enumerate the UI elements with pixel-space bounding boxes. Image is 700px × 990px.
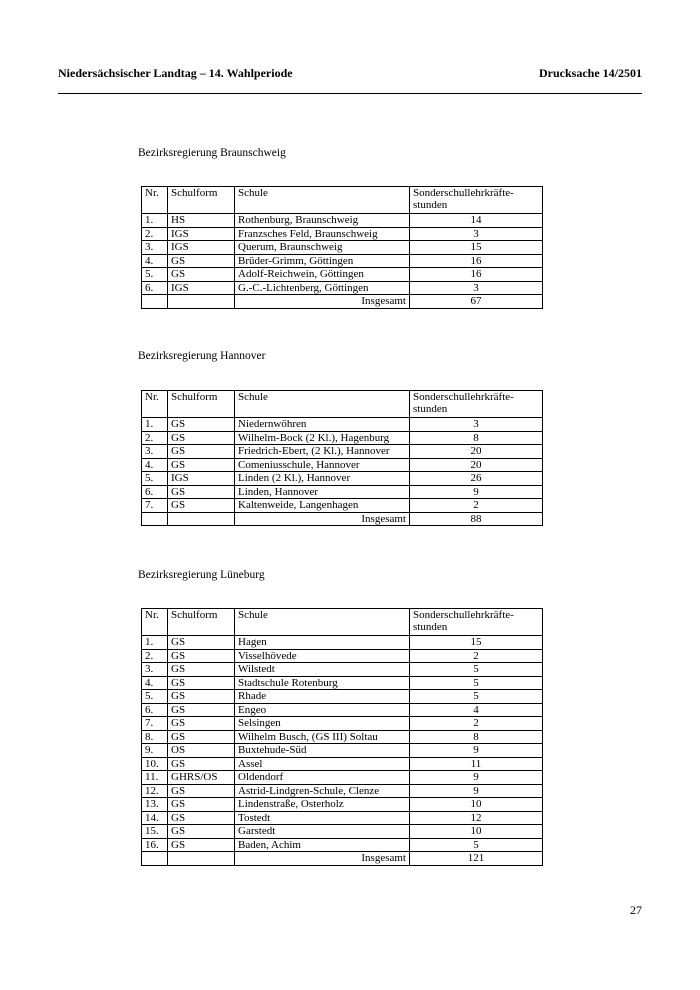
table-row [142, 636, 543, 650]
table-row [142, 730, 543, 744]
column-header-schule: Schule [235, 609, 410, 636]
row-schule: Oldendorf [235, 771, 410, 785]
page-number: 27 [630, 903, 642, 917]
row-stunden: 8 [410, 431, 543, 445]
table-header-row [142, 187, 543, 214]
row-schule: Wilhelm Busch, (GS III) Soltau [235, 730, 410, 744]
table-row [142, 676, 543, 690]
row-number: 8. [142, 730, 168, 744]
section-title-lueneburg: Bezirksregierung Lüneburg [138, 569, 265, 581]
row-stunden: 12 [410, 811, 543, 825]
row-number: 2. [142, 227, 168, 241]
row-stunden: 14 [410, 214, 543, 228]
section-title-hannover: Bezirksregierung Hannover [138, 350, 266, 362]
row-number: 10. [142, 757, 168, 771]
column-header-nr: Nr. [142, 391, 168, 418]
row-schulform: GS [168, 636, 235, 650]
row-schulform: GS [168, 649, 235, 663]
row-number: 1. [142, 214, 168, 228]
row-number: 2. [142, 649, 168, 663]
table-row [142, 445, 543, 459]
row-stunden: 10 [410, 825, 543, 839]
row-schule: Garstedt [235, 825, 410, 839]
table-row [142, 431, 543, 445]
row-schulform: HS [168, 214, 235, 228]
row-schulform: IGS [168, 227, 235, 241]
row-number: 4. [142, 458, 168, 472]
table-row [142, 485, 543, 499]
table-header-row [142, 391, 543, 418]
row-schulform: IGS [168, 281, 235, 295]
row-schule: Friedrich-Ebert, (2 Kl.), Hannover [235, 445, 410, 459]
column-header-stunden [410, 609, 543, 636]
header-title: Niedersächsischer Landtag – 14. Wahlperiode [58, 66, 293, 80]
row-schulform: GS [168, 825, 235, 839]
table-row [142, 811, 543, 825]
row-stunden: 3 [410, 227, 543, 241]
table-row [142, 499, 543, 513]
column-header-schule: Schule [235, 391, 410, 418]
column-header-stunden-line2: stunden [413, 621, 448, 633]
row-stunden: 9 [410, 744, 543, 758]
row-number: 7. [142, 717, 168, 731]
row-schulform: IGS [168, 472, 235, 486]
row-schulform: GS [168, 703, 235, 717]
row-number: 3. [142, 663, 168, 677]
row-number: 5. [142, 472, 168, 486]
row-number: 4. [142, 254, 168, 268]
header-rule [58, 93, 642, 94]
total-value: 121 [410, 852, 543, 866]
row-number: 6. [142, 703, 168, 717]
row-number: 6. [142, 281, 168, 295]
row-schulform: GS [168, 798, 235, 812]
table-row [142, 241, 543, 255]
table-row [142, 825, 543, 839]
row-schule: Niedernwöhren [235, 418, 410, 432]
row-schule: Wilhelm-Bock (2 Kl.), Hagenburg [235, 431, 410, 445]
row-schulform: GS [168, 757, 235, 771]
table-row [142, 418, 543, 432]
total-label: Insgesamt [235, 512, 410, 526]
row-stunden: 16 [410, 254, 543, 268]
total-empty-cell [168, 295, 235, 309]
table-row [142, 649, 543, 663]
row-stunden: 15 [410, 636, 543, 650]
row-number: 12. [142, 784, 168, 798]
row-schulform: GS [168, 717, 235, 731]
row-schulform: GS [168, 268, 235, 282]
row-schulform: GS [168, 499, 235, 513]
total-value: 88 [410, 512, 543, 526]
column-header-stunden-line1: Sonderschullehrkräfte- [413, 187, 514, 199]
row-schule: Rhade [235, 690, 410, 704]
row-schule: Assel [235, 757, 410, 771]
table-row [142, 771, 543, 785]
row-schulform: GS [168, 254, 235, 268]
row-schulform: IGS [168, 241, 235, 255]
row-schule: Baden, Achim [235, 838, 410, 852]
total-row [142, 852, 543, 866]
row-number: 11. [142, 771, 168, 785]
row-schulform: GS [168, 418, 235, 432]
row-schule: Querum, Braunschweig [235, 241, 410, 255]
row-stunden: 15 [410, 241, 543, 255]
table-row [142, 717, 543, 731]
table-lueneburg [141, 608, 543, 866]
column-header-stunden-line1: Sonderschullehrkräfte- [413, 391, 514, 403]
column-header-schulform: Schulform [168, 187, 235, 214]
row-number: 5. [142, 268, 168, 282]
column-header-stunden-line2: stunden [413, 403, 448, 415]
row-schule: Linden (2 Kl.), Hannover [235, 472, 410, 486]
table-row [142, 268, 543, 282]
table-row [142, 784, 543, 798]
table-row [142, 281, 543, 295]
total-empty-cell [168, 852, 235, 866]
row-number: 13. [142, 798, 168, 812]
row-schulform: GS [168, 445, 235, 459]
row-schulform: OS [168, 744, 235, 758]
row-number: 1. [142, 418, 168, 432]
table-row [142, 254, 543, 268]
row-stunden: 5 [410, 676, 543, 690]
row-stunden: 9 [410, 784, 543, 798]
row-number: 9. [142, 744, 168, 758]
total-empty-cell [142, 295, 168, 309]
row-schule: Comeniusschule, Hannover [235, 458, 410, 472]
row-schule: Kaltenweide, Langenhagen [235, 499, 410, 513]
total-row [142, 295, 543, 309]
row-stunden: 26 [410, 472, 543, 486]
row-stunden: 20 [410, 445, 543, 459]
row-number: 6. [142, 485, 168, 499]
row-schule: Buxtehude-Süd [235, 744, 410, 758]
total-empty-cell [142, 852, 168, 866]
row-number: 2. [142, 431, 168, 445]
column-header-nr: Nr. [142, 609, 168, 636]
row-schulform: GS [168, 676, 235, 690]
row-schulform: GS [168, 784, 235, 798]
row-stunden: 5 [410, 663, 543, 677]
column-header-stunden-line2: stunden [413, 199, 448, 211]
row-number: 5. [142, 690, 168, 704]
row-schule: Wilstedt [235, 663, 410, 677]
row-number: 14. [142, 811, 168, 825]
row-number: 4. [142, 676, 168, 690]
row-schulform: GS [168, 458, 235, 472]
row-number: 3. [142, 445, 168, 459]
row-number: 3. [142, 241, 168, 255]
column-header-schule: Schule [235, 187, 410, 214]
row-schule: Selsingen [235, 717, 410, 731]
row-schulform: GS [168, 838, 235, 852]
table-row [142, 744, 543, 758]
table-row [142, 663, 543, 677]
row-schule: Astrid-Lindgren-Schule, Clenze [235, 784, 410, 798]
row-schule: Rothenburg, Braunschweig [235, 214, 410, 228]
row-stunden: 9 [410, 771, 543, 785]
row-schule: Linden, Hannover [235, 485, 410, 499]
table-row [142, 703, 543, 717]
page-header [58, 66, 642, 82]
row-number: 16. [142, 838, 168, 852]
table-hannover [141, 390, 543, 526]
row-schulform: GHRS/OS [168, 771, 235, 785]
total-label: Insgesamt [235, 295, 410, 309]
row-schulform: GS [168, 730, 235, 744]
table-row [142, 458, 543, 472]
row-stunden: 4 [410, 703, 543, 717]
row-schule: Engeo [235, 703, 410, 717]
table-row [142, 838, 543, 852]
row-number: 1. [142, 636, 168, 650]
row-stunden: 2 [410, 717, 543, 731]
section-title-braunschweig: Bezirksregierung Braunschweig [138, 147, 286, 159]
row-stunden: 20 [410, 458, 543, 472]
row-stunden: 11 [410, 757, 543, 771]
table-row [142, 798, 543, 812]
row-stunden: 10 [410, 798, 543, 812]
row-stunden: 9 [410, 485, 543, 499]
table-braunschweig [141, 186, 543, 309]
table-row [142, 472, 543, 486]
column-header-stunden [410, 391, 543, 418]
row-stunden: 16 [410, 268, 543, 282]
column-header-nr: Nr. [142, 187, 168, 214]
row-schule: Adolf-Reichwein, Göttingen [235, 268, 410, 282]
row-stunden: 2 [410, 499, 543, 513]
row-number: 7. [142, 499, 168, 513]
column-header-schulform: Schulform [168, 609, 235, 636]
row-schulform: GS [168, 485, 235, 499]
row-stunden: 3 [410, 418, 543, 432]
row-schule: Brüder-Grimm, Göttingen [235, 254, 410, 268]
total-empty-cell [142, 512, 168, 526]
table-row [142, 757, 543, 771]
row-schule: G.-C.-Lichtenberg, Göttingen [235, 281, 410, 295]
total-row [142, 512, 543, 526]
total-value: 67 [410, 295, 543, 309]
row-stunden: 2 [410, 649, 543, 663]
row-number: 15. [142, 825, 168, 839]
row-stunden: 3 [410, 281, 543, 295]
table-row [142, 227, 543, 241]
row-schule: Stadtschule Rotenburg [235, 676, 410, 690]
row-schulform: GS [168, 811, 235, 825]
total-empty-cell [168, 512, 235, 526]
column-header-stunden [410, 187, 543, 214]
total-label: Insgesamt [235, 852, 410, 866]
row-schulform: GS [168, 690, 235, 704]
row-schule: Lindenstraße, Osterholz [235, 798, 410, 812]
row-stunden: 5 [410, 690, 543, 704]
row-schule: Tostedt [235, 811, 410, 825]
column-header-stunden-line1: Sonderschullehrkräfte- [413, 609, 514, 621]
table-row [142, 690, 543, 704]
header-document-number: Drucksache 14/2501 [539, 66, 642, 80]
row-schulform: GS [168, 663, 235, 677]
column-header-schulform: Schulform [168, 391, 235, 418]
row-schule: Hagen [235, 636, 410, 650]
table-header-row [142, 609, 543, 636]
table-row [142, 214, 543, 228]
row-stunden: 8 [410, 730, 543, 744]
row-schule: Visselhövede [235, 649, 410, 663]
row-stunden: 5 [410, 838, 543, 852]
row-schulform: GS [168, 431, 235, 445]
row-schule: Franzsches Feld, Braunschweig [235, 227, 410, 241]
